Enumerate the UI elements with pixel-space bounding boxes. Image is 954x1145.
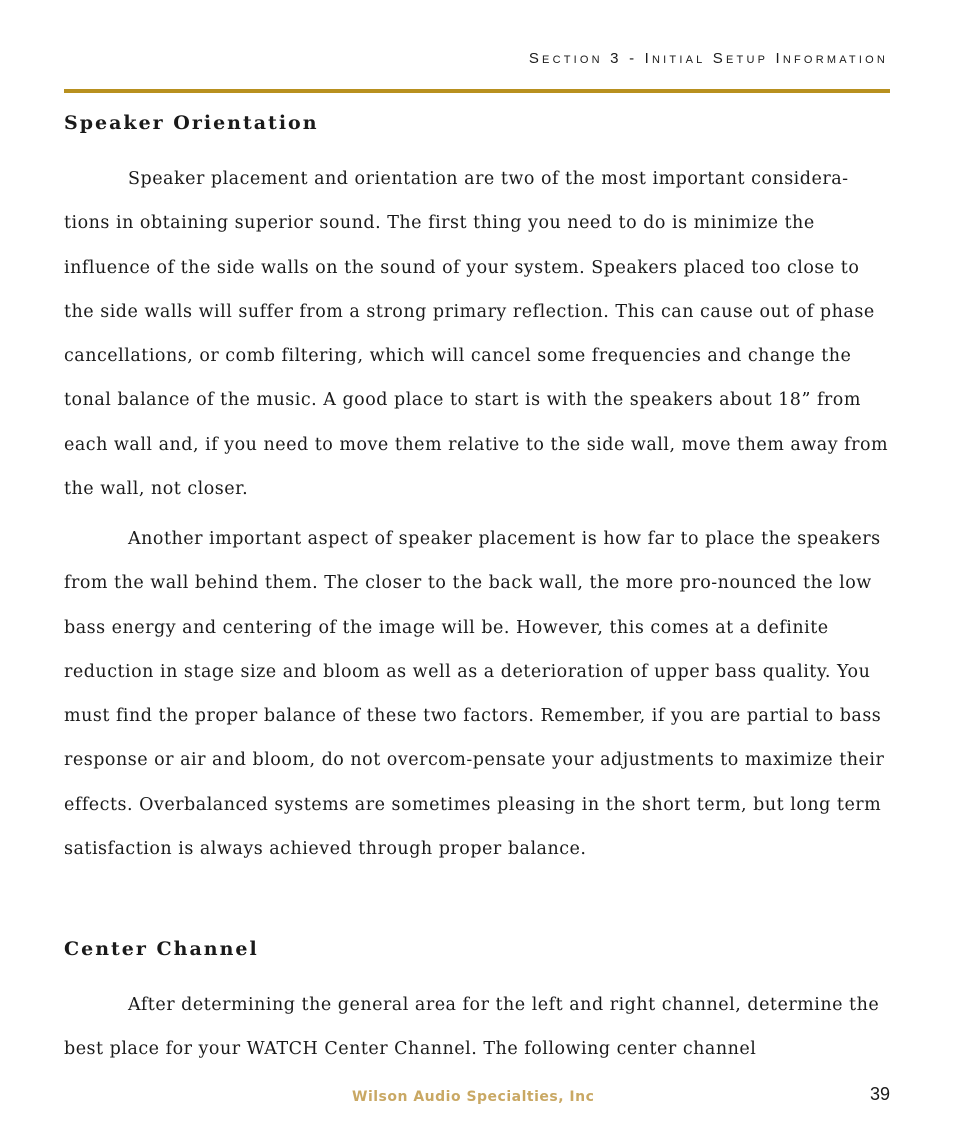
company-logo: Wilson Audio Specialties, Inc [352,1089,595,1105]
speaker-orientation-paragraph-1: Speaker placement and orientation are two of the most important considera-tions in obtaining superior sound. The first thing you need to do is minimize the influence of the side walls on the sound of your system. Speakers placed too close to the side walls will suffer from a strong primary reflection. This can cause out of phase cancellations, or comb filtering, which will cancel some frequencies and change the tonal balance of the music. A good place to start is with the speakers about 18” from each wall and, if you need to move them relative to the side wall, move them away from the wall, not closer. [64,169,889,500]
speaker-orientation-paragraph-2: Another important aspect of speaker placement is how far to place the speakers from the wall behind them. The closer to the back wall, the more pro-nounced the low bass energy and centering of the image will be. However, this comes at a definite reduction in stage size and bloom as well as a deterioration of upper bass quality. You must find the proper balance of these two factors. Remember, if you are partial to bass response or air and bloom, do not overcom-pensate your adjustments to maximize their effects. Overbalanced systems are sometimes pleasing in the short term, but long term satisfaction is always achieved through proper balance. [64,529,885,860]
center-channel-paragraph-1: After determining the general area for the left and right channel, determine the best place for your WATCH Center Channel. The following center channel [64,995,880,1060]
section-header: Section 3 - Initial Setup Information [528,50,888,67]
center-channel-heading: Center Channel [64,938,259,960]
page-number: 39 [869,1084,890,1104]
header-divider [64,89,890,93]
speaker-orientation-heading: Speaker Orientation [64,112,319,134]
